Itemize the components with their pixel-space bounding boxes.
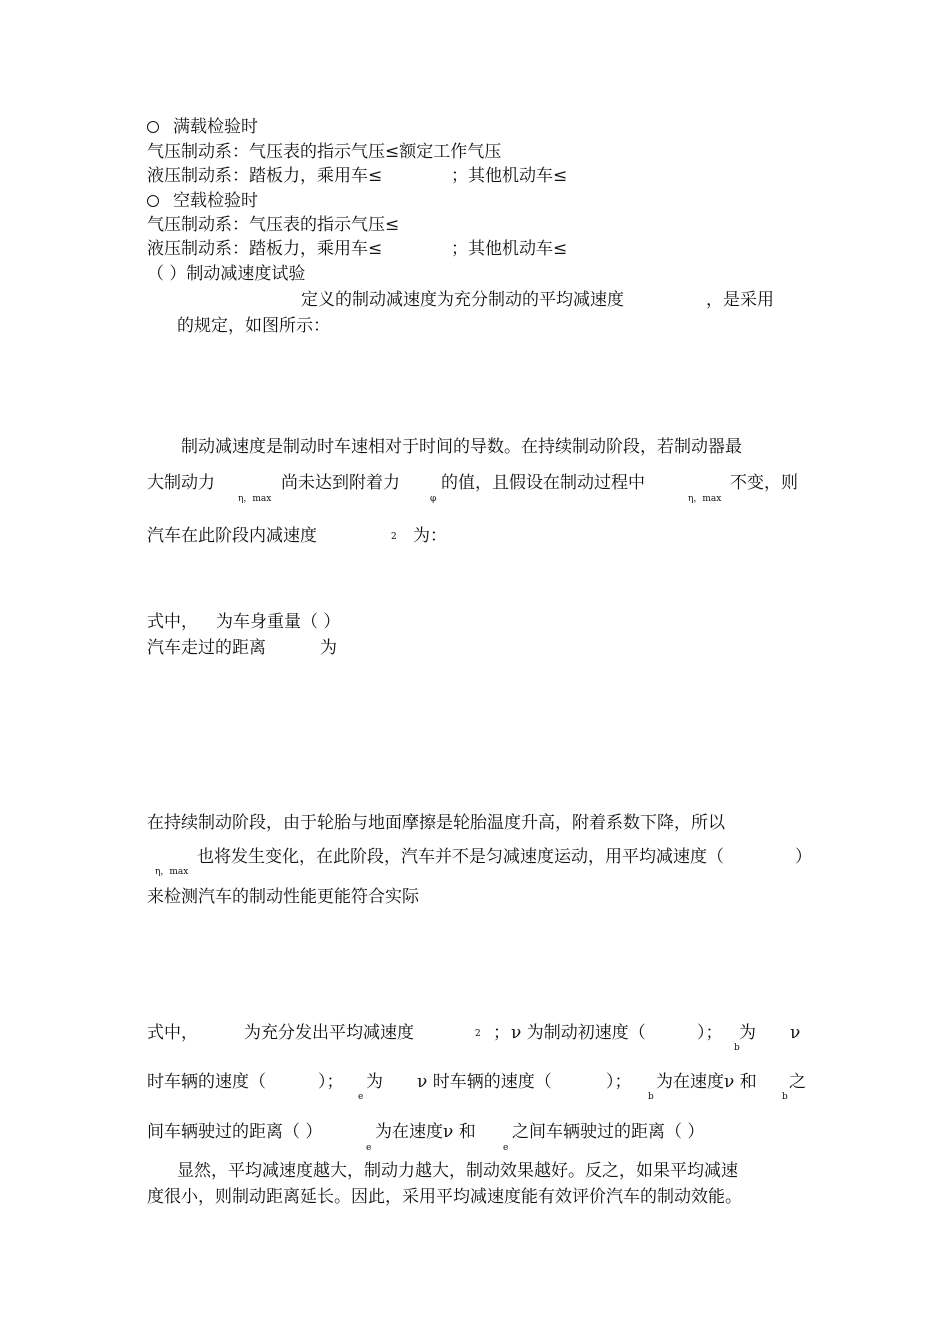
conclusion-line: 显然，平均减速度越大，制动力越大，制动效果越好。反之，如果平均减速 [177,1161,738,1181]
legend-line: 为充分发出平均减速度 [244,1023,414,1043]
legend-line: 间车辆驶过的距离（ ） [147,1122,323,1142]
legend-line: 式中， [147,1023,198,1043]
superscript: 2 [475,1029,481,1039]
definition-line-a: 定义的制动减速度为充分制动的平均减速度 [301,290,624,310]
legend-line: 时车辆的速度（ [147,1072,266,1092]
section-heading: （ ）制动减速度试验 [147,264,306,284]
legend-line: 为在速度ν 和 [656,1072,757,1092]
legend-line: ）； [697,1023,723,1043]
paragraph-line: 来检测汽车的制动性能更能符合实际 [147,887,419,907]
legend-line: ）； [318,1072,344,1092]
hydraulic-full-line-b: ；其他机动车≤ [451,166,568,186]
subscript: η，max [155,867,189,877]
paragraph-line: 制动减速度是制动时车速相对于时间的导数。在持续制动阶段，若制动器最 [181,437,742,457]
legend-line: 为 [739,1023,756,1043]
paragraph-line: ） [795,847,812,867]
pneumatic-empty-line: 气压制动系：气压表的指示气压≤ [147,215,400,235]
subscript: b [782,1092,788,1102]
paragraph-line: 为： [413,526,447,546]
hydraulic-empty-line-b: ；其他机动车≤ [451,239,568,259]
superscript: 2 [391,532,397,542]
full-load-label: 满载检验时 [173,117,258,137]
formula-note: 为 [320,638,337,658]
formula-note: 为车身重量（ ） [216,612,341,632]
subscript: e [503,1143,509,1153]
definition-line-c: 的规定，如图所示： [177,316,330,336]
subscript: e [366,1143,372,1153]
conclusion-line: 度很小，则制动距离延长。因此，采用平均减速度能有效评价汽车的制动效能。 [147,1187,742,1207]
hydraulic-empty-line-a: 液压制动系：踏板力，乘用车≤ [147,239,383,259]
subscript: b [734,1043,740,1053]
subscript: b [648,1092,654,1102]
paragraph-line: 尚未达到附着力 [281,473,400,493]
paragraph-line: 大制动力 [147,473,215,493]
bullet-circle-icon [147,195,159,207]
paragraph-line: 也将发生变化，在此阶段，汽车并不是匀减速度运动，用平均减速度（ [197,847,724,867]
paragraph-line: 不变，则 [730,473,798,493]
formula-note: 汽车走过的距离 [147,638,266,658]
empty-load-label: 空载检验时 [173,191,258,211]
formula-note: 式中， [147,612,198,632]
paragraph-line: 汽车在此阶段内减速度 [147,526,317,546]
subscript: φ [430,494,437,504]
legend-line: ν 为制动初速度（ [511,1023,646,1043]
legend-line: 为 [366,1072,383,1092]
paragraph-line: 的值，且假设在制动过程中 [441,473,645,493]
legend-line: 为在速度ν 和 [375,1122,476,1142]
legend-line: 之 [789,1072,806,1092]
definition-line-b: ，是采用 [706,290,774,310]
pneumatic-full-line: 气压制动系：气压表的指示气压≤额定工作气压 [147,142,502,162]
subscript: η，max [688,494,722,504]
hydraulic-full-line-a: 液压制动系：踏板力，乘用车≤ [147,166,383,186]
legend-line: ν [790,1023,801,1043]
legend-line: ν 时车辆的速度（ [417,1072,552,1092]
legend-line: 之间车辆驶过的距离（ ） [512,1122,705,1142]
legend-line: ； [493,1023,510,1043]
legend-line: ）； [606,1072,632,1092]
subscript: e [358,1092,364,1102]
subscript: η，max [238,494,272,504]
paragraph-line: 在持续制动阶段，由于轮胎与地面摩擦是轮胎温度升高，附着系数下降，所以 [147,813,725,833]
bullet-circle-icon [147,121,159,133]
